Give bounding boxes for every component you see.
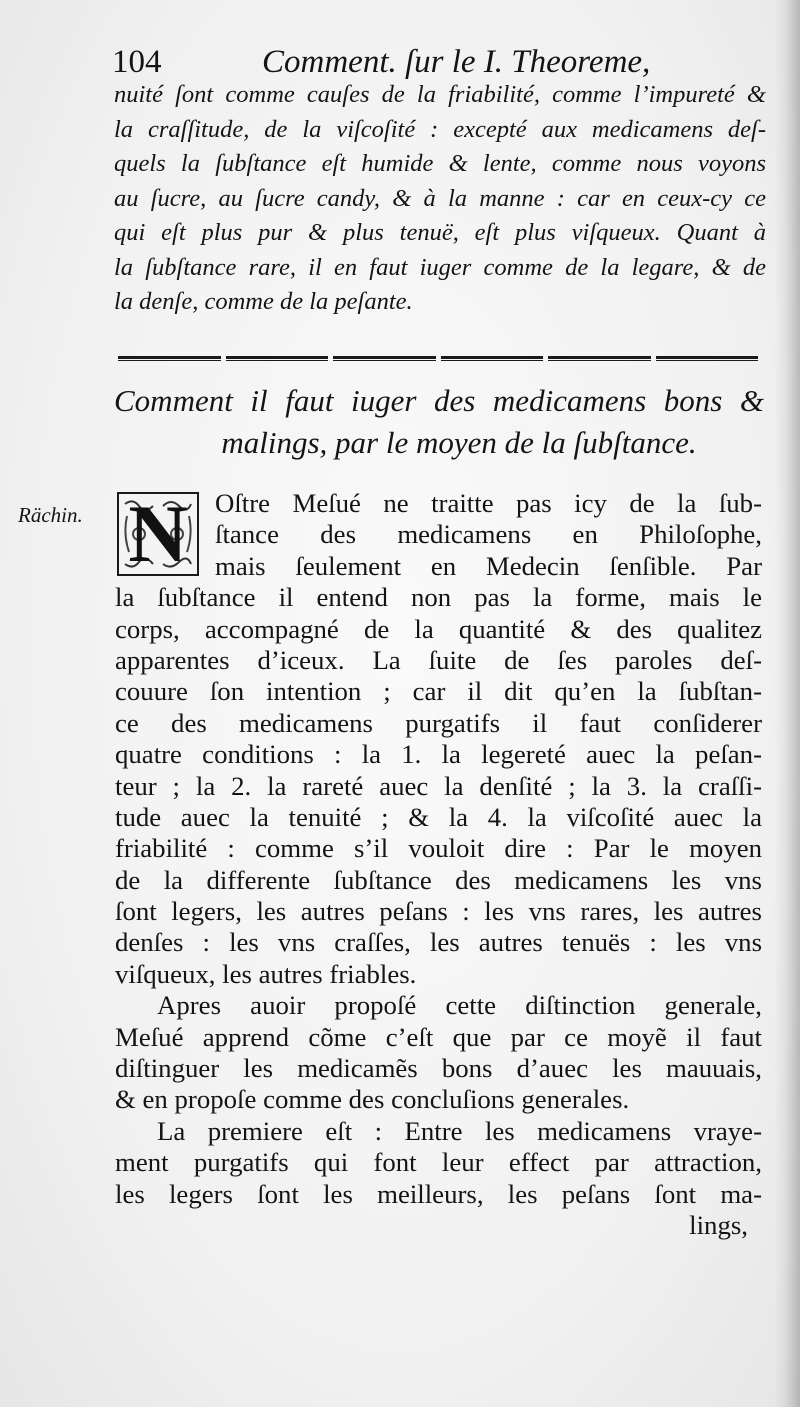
body-line: diſtinguer les medicamẽs bons d’auec les mauuais, (115, 1053, 762, 1084)
body-line: ce des medicamens purgatifs il faut conſiderer (115, 707, 762, 738)
body-line: la ſubſtance il entend non pas la forme, mais le (115, 582, 762, 613)
page-number: 104 (112, 44, 162, 80)
passage-line: la denſe, comme de la peſante. (114, 288, 413, 315)
body-line: quatre conditions : la 1. la legereté auec la peſan- (115, 739, 762, 770)
body-line: ſtance des medicamens en Philoſophe, (215, 519, 762, 550)
body-line: Meſué apprend cõme c’eſt que par ce moyẽ il faut (115, 1021, 762, 1052)
passage-line: quels la ſubſtance eſt humide & lente, comme nous voyons (114, 150, 766, 177)
body-line: mais ſeulement en Medecin ſenſible. Par (215, 550, 762, 581)
heading-line: malings, par le moyen de la ſubſtance. (221, 425, 697, 460)
body-text (115, 488, 762, 1241)
chapter-heading (114, 380, 764, 464)
catchword: lings, (689, 1209, 748, 1240)
running-title: Comment. ſur le I. Theoreme, (262, 44, 651, 80)
passage-line: qui eſt plus pur & plus tenuë, eſt plus viſqueux. Quant à (114, 219, 766, 246)
body-line: & en propoſe comme des concluſions generales. (115, 1084, 630, 1115)
body-line: corps, accompagné de la quantité & des qualitez (115, 613, 762, 644)
body-line: viſqueux, les autres friables. (115, 958, 417, 989)
body-line: ſont legers, les autres peſans : les vns rares, les autres (115, 896, 762, 927)
continued-passage (114, 78, 766, 320)
body-line: friabilité : comme s’il vouloit dire : Par le moyen (115, 833, 762, 864)
body-line: les legers ſont les meilleurs, les peſans ſont ma- (115, 1178, 762, 1209)
body-line: ment purgatifs qui font leur effect par attraction, (115, 1147, 762, 1178)
section-rule (118, 356, 758, 362)
body-line: Apres auoir propoſé cette diſtinction generale, (157, 990, 762, 1021)
body-line: Oſtre Meſué ne traitte pas icy de la ſub- (215, 488, 762, 518)
heading-line: Comment il faut iuger des medicamens bons & (114, 383, 764, 418)
body-line: La premiere eſt : Entre les medicamens vraye- (157, 1115, 762, 1146)
margin-note: Rächin. (18, 503, 83, 527)
body-line: de la differente ſubſtance des medicamens les vns (115, 864, 762, 895)
body-line: apparentes d’iceux. La ſuite de ſes paroles deſ- (115, 644, 762, 675)
body-line: teur ; la 2. la rareté auec la denſité ; la 3. la craſſi- (115, 770, 762, 801)
passage-line: nuité ſont comme cauſes de la friabilité, comme l’impureté & (114, 81, 766, 108)
body-line: denſes : les vns craſſes, les autres tenuës : les vns (115, 927, 762, 958)
body-line: couure ſon intention ; car il dit qu’en la ſubſtan- (115, 676, 762, 707)
spine-shadow (774, 0, 800, 1407)
passage-line: la craſſitude, de la viſcoſité : excepté aux medicamens deſ- (114, 115, 766, 143)
drop-cap-letter: N (128, 492, 188, 576)
passage-line: la ſubſtance rare, il en faut iuger comme de la legare, & de (114, 253, 766, 281)
body-line: tude auec la tenuité ; & la 4. la viſcoſité auec la (115, 801, 762, 832)
passage-line: au ſucre, au ſucre candy, & à la manne : car en ceux-cy ce (114, 184, 766, 212)
